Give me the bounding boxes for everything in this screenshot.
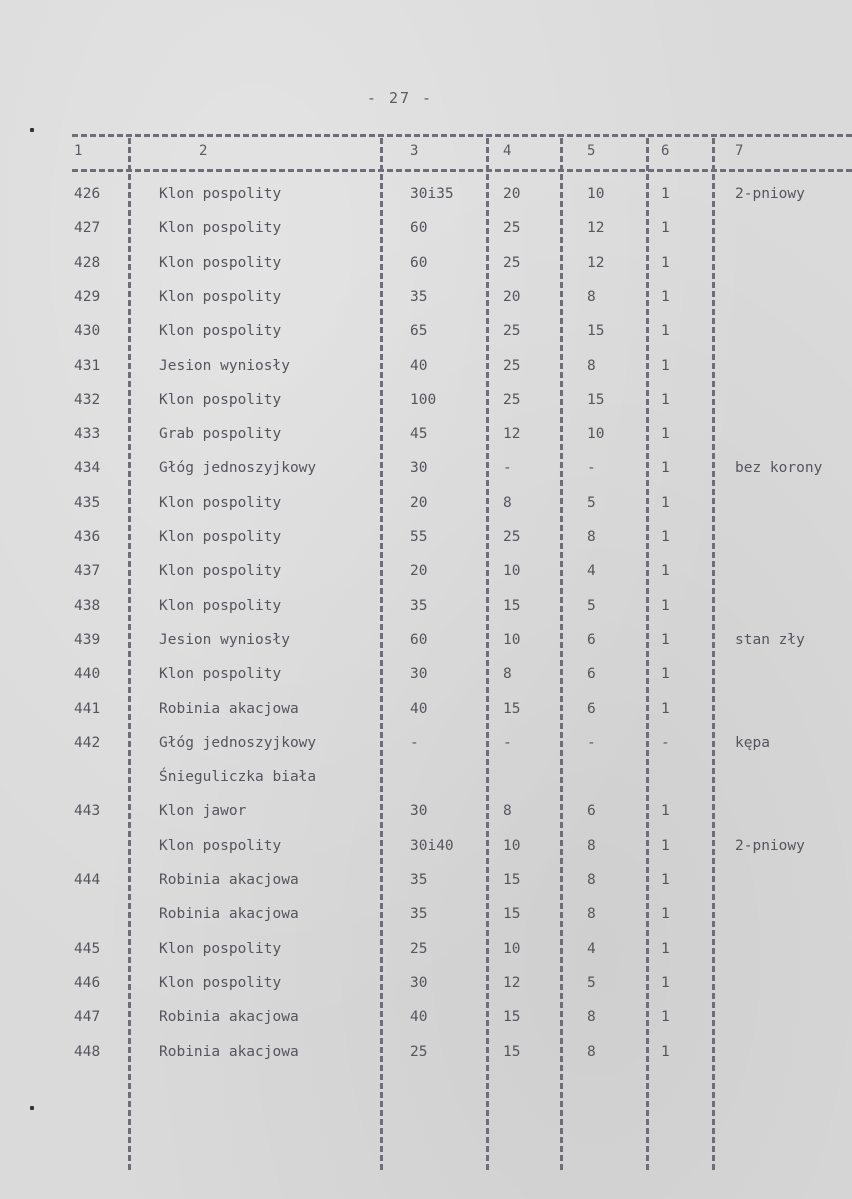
cell-c5: - [587, 734, 596, 751]
column-header: 5 [587, 143, 596, 159]
cell-c2: Grab pospolity [159, 426, 282, 443]
cell-c4: 25 [503, 323, 521, 340]
cell-c3: 30 [410, 666, 428, 683]
cell-c7: 2-pniowy [735, 837, 805, 854]
cell-c6: 1 [661, 1043, 670, 1060]
cell-c2: Klon pospolity [159, 666, 282, 683]
cell-c6: - [661, 734, 670, 751]
cell-c3: 35 [410, 288, 428, 305]
column-header: 4 [503, 143, 512, 159]
cell-c1: 432 [74, 391, 101, 408]
header-bottom-rule [72, 169, 852, 172]
column-header: 3 [410, 143, 419, 159]
cell-c5: 10 [587, 426, 605, 443]
cell-c1: 443 [74, 803, 101, 820]
cell-c2: Głóg jednoszyjkowy [159, 734, 317, 751]
cell-c1: 440 [74, 666, 101, 683]
column-divider [712, 138, 715, 1170]
cell-c6: 1 [661, 426, 670, 443]
cell-c2: Klon pospolity [159, 254, 282, 271]
column-divider [646, 138, 649, 1170]
cell-c5: - [587, 460, 596, 477]
cell-c6: 1 [661, 391, 670, 408]
cell-c5: 10 [587, 186, 605, 202]
cell-c3: 30i35 [410, 186, 454, 202]
column-header: 1 [74, 143, 83, 159]
scan-speck [30, 128, 34, 132]
cell-c2: Klon pospolity [159, 940, 282, 957]
cell-c1: 439 [74, 631, 101, 648]
cell-c6: 1 [661, 494, 670, 511]
cell-c6: 1 [661, 254, 670, 271]
cell-c1: 430 [74, 323, 101, 340]
scan-speck [30, 1106, 34, 1110]
cell-c2: Klon pospolity [159, 391, 282, 408]
cell-c2: Głóg jednoszyjkowy [159, 460, 317, 477]
cell-c5: 5 [587, 597, 596, 614]
cell-c6: 1 [661, 597, 670, 614]
cell-c2: Klon pospolity [159, 323, 282, 340]
cell-c5: 8 [587, 837, 596, 854]
cell-c4: 10 [503, 563, 521, 580]
cell-c5: 8 [587, 1009, 596, 1026]
cell-c6: 1 [661, 563, 670, 580]
cell-c6: 1 [661, 529, 670, 545]
cell-c2: Klon pospolity [159, 220, 282, 237]
cell-c4: 10 [503, 837, 521, 854]
cell-c7: kępa [735, 734, 770, 751]
cell-c5: 8 [587, 906, 596, 923]
column-header: 2 [199, 143, 208, 159]
cell-c7: bez korony [735, 460, 823, 477]
cell-c2: Robinia akacjowa [159, 700, 299, 717]
cell-c5: 4 [587, 940, 596, 957]
cell-c6: 1 [661, 906, 670, 923]
cell-c5: 8 [587, 529, 596, 545]
cell-c4: 8 [503, 494, 512, 511]
cell-c7: stan zły [735, 631, 805, 648]
cell-c5: 6 [587, 631, 596, 648]
cell-c2: Klon pospolity [159, 529, 282, 545]
cell-c4: 8 [503, 666, 512, 683]
cell-c3: 40 [410, 700, 428, 717]
cell-c4: 25 [503, 220, 521, 237]
cell-c5: 6 [587, 803, 596, 820]
cell-c5: 8 [587, 1043, 596, 1060]
cell-c2: Jesion wyniosły [159, 357, 290, 374]
cell-c5: 5 [587, 494, 596, 511]
cell-c5: 6 [587, 700, 596, 717]
cell-c5: 4 [587, 563, 596, 580]
column-header: 6 [661, 143, 670, 159]
cell-c3: 20 [410, 494, 428, 511]
cell-c4: 15 [503, 1043, 521, 1060]
cell-c1: 444 [74, 872, 101, 888]
cell-c2: Klon pospolity [159, 837, 282, 854]
cell-c6: 1 [661, 872, 670, 888]
cell-c2: Klon pospolity [159, 186, 282, 202]
cell-c4: 25 [503, 391, 521, 408]
cell-c3: 35 [410, 597, 428, 614]
cell-c3: 35 [410, 906, 428, 923]
cell-c3: 40 [410, 1009, 428, 1026]
cell-c1: 447 [74, 1009, 101, 1026]
cell-c4: 20 [503, 288, 521, 305]
cell-c3: 55 [410, 529, 428, 545]
cell-c2: Jesion wyniosły [159, 631, 290, 648]
cell-c6: 1 [661, 666, 670, 683]
cell-c3: 30 [410, 803, 428, 820]
cell-c4: 20 [503, 186, 521, 202]
column-divider [380, 138, 383, 1170]
column-divider [560, 138, 563, 1170]
cell-c5: 12 [587, 254, 605, 271]
cell-c4: 8 [503, 803, 512, 820]
cell-c2: Klon pospolity [159, 288, 282, 305]
cell-c3: 20 [410, 563, 428, 580]
cell-c1: 448 [74, 1043, 101, 1060]
cell-c6: 1 [661, 803, 670, 820]
cell-c1: 442 [74, 734, 101, 751]
cell-c3: - [410, 734, 419, 751]
cell-c1: 428 [74, 254, 101, 271]
cell-c6: 1 [661, 700, 670, 717]
cell-c2: Klon pospolity [159, 563, 282, 580]
cell-c3: 60 [410, 631, 428, 648]
column-divider [486, 138, 489, 1170]
cell-c2: Klon pospolity [159, 974, 282, 991]
cell-c1: 437 [74, 563, 101, 580]
cell-c4: 10 [503, 940, 521, 957]
cell-c3: 30 [410, 460, 428, 477]
cell-c1: 426 [74, 186, 101, 202]
cell-c6: 1 [661, 357, 670, 374]
cell-c3: 65 [410, 323, 428, 340]
cell-c6: 1 [661, 220, 670, 237]
cell-c1: 434 [74, 460, 101, 477]
page-number: - 27 - [366, 89, 434, 107]
cell-c3: 60 [410, 254, 428, 271]
cell-c3: 45 [410, 426, 428, 443]
cell-c2: Robinia akacjowa [159, 1009, 299, 1026]
cell-c4: - [503, 460, 512, 477]
column-header: 7 [735, 143, 744, 159]
cell-c7: 2-pniowy [735, 186, 805, 202]
cell-c6: 1 [661, 974, 670, 991]
cell-c2: Robinia akacjowa [159, 872, 299, 888]
cell-c1: 445 [74, 940, 101, 957]
cell-c5: 5 [587, 974, 596, 991]
cell-c4: 12 [503, 974, 521, 991]
cell-c4: 15 [503, 906, 521, 923]
cell-c4: 15 [503, 597, 521, 614]
cell-c5: 6 [587, 666, 596, 683]
cell-c1: 446 [74, 974, 101, 991]
cell-c4: 25 [503, 357, 521, 374]
cell-c5: 15 [587, 323, 605, 340]
cell-c6: 1 [661, 460, 670, 477]
cell-c4: 25 [503, 529, 521, 545]
cell-c4: 15 [503, 872, 521, 888]
cell-c2: Klon jawor [159, 803, 247, 820]
cell-c2: Klon pospolity [159, 494, 282, 511]
column-divider [128, 138, 131, 1170]
cell-c4: 10 [503, 631, 521, 648]
cell-c6: 1 [661, 186, 670, 202]
cell-c3: 30i40 [410, 837, 454, 854]
table-top-rule [72, 134, 852, 137]
cell-c6: 1 [661, 288, 670, 305]
cell-c5: 8 [587, 288, 596, 305]
cell-c2: Robinia akacjowa [159, 1043, 299, 1060]
cell-c4: 15 [503, 1009, 521, 1026]
cell-c2: Śnieguliczka biała [159, 769, 317, 786]
cell-c3: 60 [410, 220, 428, 237]
cell-c6: 1 [661, 631, 670, 648]
cell-c2: Robinia akacjowa [159, 906, 299, 923]
cell-c6: 1 [661, 837, 670, 854]
cell-c3: 25 [410, 940, 428, 957]
cell-c6: 1 [661, 323, 670, 340]
cell-c1: 435 [74, 494, 101, 511]
cell-c3: 40 [410, 357, 428, 374]
cell-c1: 431 [74, 357, 101, 374]
cell-c3: 100 [410, 391, 437, 408]
cell-c4: 12 [503, 426, 521, 443]
cell-c3: 35 [410, 872, 428, 888]
cell-c1: 429 [74, 288, 101, 305]
cell-c5: 12 [587, 220, 605, 237]
cell-c1: 436 [74, 529, 101, 545]
cell-c3: 25 [410, 1043, 428, 1060]
cell-c6: 1 [661, 940, 670, 957]
cell-c1: 427 [74, 220, 101, 237]
cell-c1: 438 [74, 597, 101, 614]
cell-c5: 15 [587, 391, 605, 408]
cell-c5: 8 [587, 357, 596, 374]
cell-c4: 15 [503, 700, 521, 717]
cell-c2: Klon pospolity [159, 597, 282, 614]
cell-c1: 441 [74, 700, 101, 717]
cell-c5: 8 [587, 872, 596, 888]
cell-c1: 433 [74, 426, 101, 443]
cell-c4: 25 [503, 254, 521, 271]
cell-c6: 1 [661, 1009, 670, 1026]
cell-c3: 30 [410, 974, 428, 991]
cell-c4: - [503, 734, 512, 751]
